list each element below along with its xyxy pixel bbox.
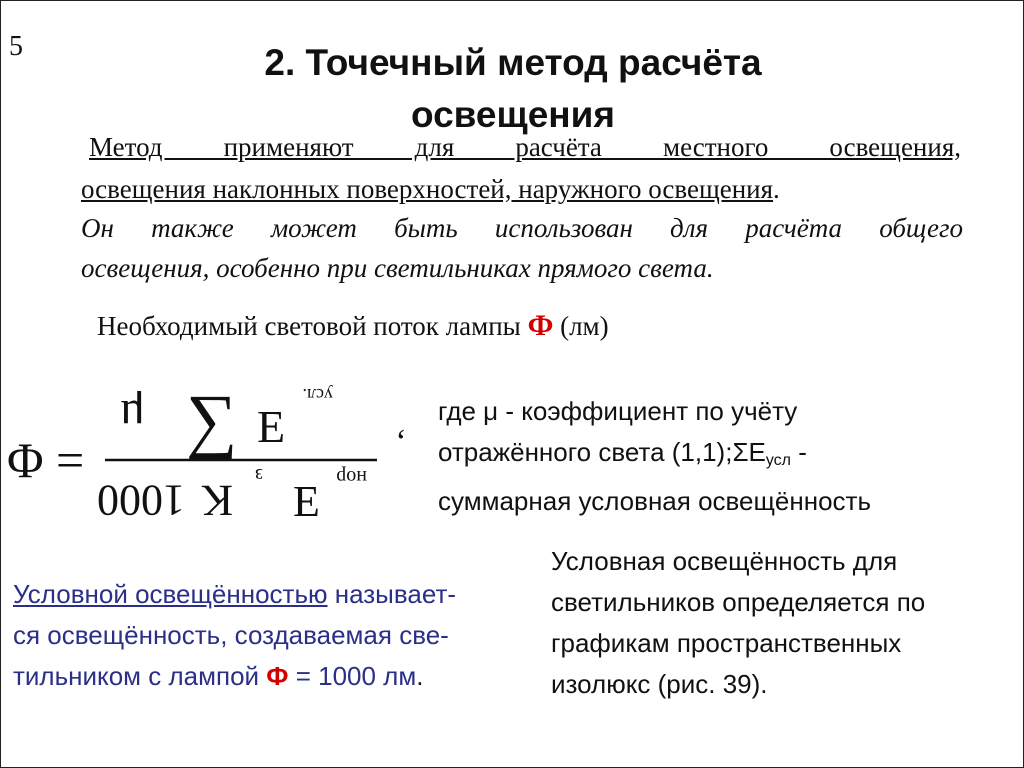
definition-line-3 [13, 656, 456, 697]
where-line-1: где μ - коэффициент по учёту [438, 396, 798, 426]
formula-sum-icon: ∑ [186, 380, 238, 460]
flux-unit: (лм) [553, 311, 609, 341]
definition-line-3a: тильником с лампой [13, 661, 267, 691]
conditional-line-4-end: . [760, 669, 768, 699]
where-line-2 [438, 432, 871, 481]
formula-den-sup: нор [336, 466, 367, 488]
conditional-line-2: светильников определяется по [551, 587, 926, 617]
where-line-2b: - [791, 437, 807, 467]
definition-line-3-end: . [416, 661, 424, 691]
formula-den-k: K [201, 476, 233, 525]
formula-lhs: Φ = [7, 432, 85, 488]
definition-block [13, 574, 456, 697]
slide-number: 5 [9, 31, 23, 62]
formula-comma: , [396, 427, 405, 464]
where-line-3: суммарная условная освещённость [438, 486, 871, 516]
where-block [438, 391, 871, 522]
definition-line-1 [13, 574, 456, 615]
where-line-2-sub: усл [765, 452, 792, 469]
where-line-2a: отражённого света (1,1);ΣE [438, 437, 766, 467]
definition-line-1-rest: называет- [327, 579, 457, 609]
intro-line-2 [81, 174, 961, 205]
formula-sup-num: усл. [302, 385, 333, 405]
intro-line-2-text: освещения наклонных поверхностей, наружного освещения [81, 174, 774, 204]
formula-mu: μ [119, 390, 145, 443]
definition-line-2: ся освещённость, создаваемая све- [13, 620, 449, 650]
title-line-2: освещения [410, 94, 615, 135]
conditional-line-3: графикам пространственных [551, 628, 902, 658]
definition-line-3b: = 1000 лм [288, 661, 417, 691]
title-line-1: 2. Точечный метод расчёта [264, 42, 762, 83]
intro-line-2-end: . [773, 174, 780, 204]
slide-title [1, 37, 1024, 141]
flux-line [97, 309, 609, 343]
conditional-line-4a: изолюкс (рис. 39) [551, 669, 761, 699]
formula-den-k-sub: з [255, 464, 263, 486]
formula-e-num: E [257, 401, 286, 452]
intro-line-3: Он также может быть использован для расчёта общего [81, 213, 963, 243]
formula [1, 371, 431, 541]
formula-e-den: E [293, 477, 320, 526]
conditional-line-1: Условная освещённость для [551, 546, 898, 576]
formula-den-1000: 1000 [97, 476, 185, 525]
conditional-block [551, 541, 925, 705]
definition-term: Условной освещённостью [13, 579, 328, 609]
flux-symbol: Ф [527, 309, 554, 342]
intro-line-1: Метод применяют для расчёта местного освещения, [89, 132, 961, 162]
definition-symbol: Ф [266, 661, 289, 691]
flux-prefix: Необходимый световой поток лампы [97, 311, 528, 341]
intro-line-4: освещения, особенно при светильниках прямого света. [81, 253, 714, 283]
conditional-line-4 [551, 664, 925, 705]
